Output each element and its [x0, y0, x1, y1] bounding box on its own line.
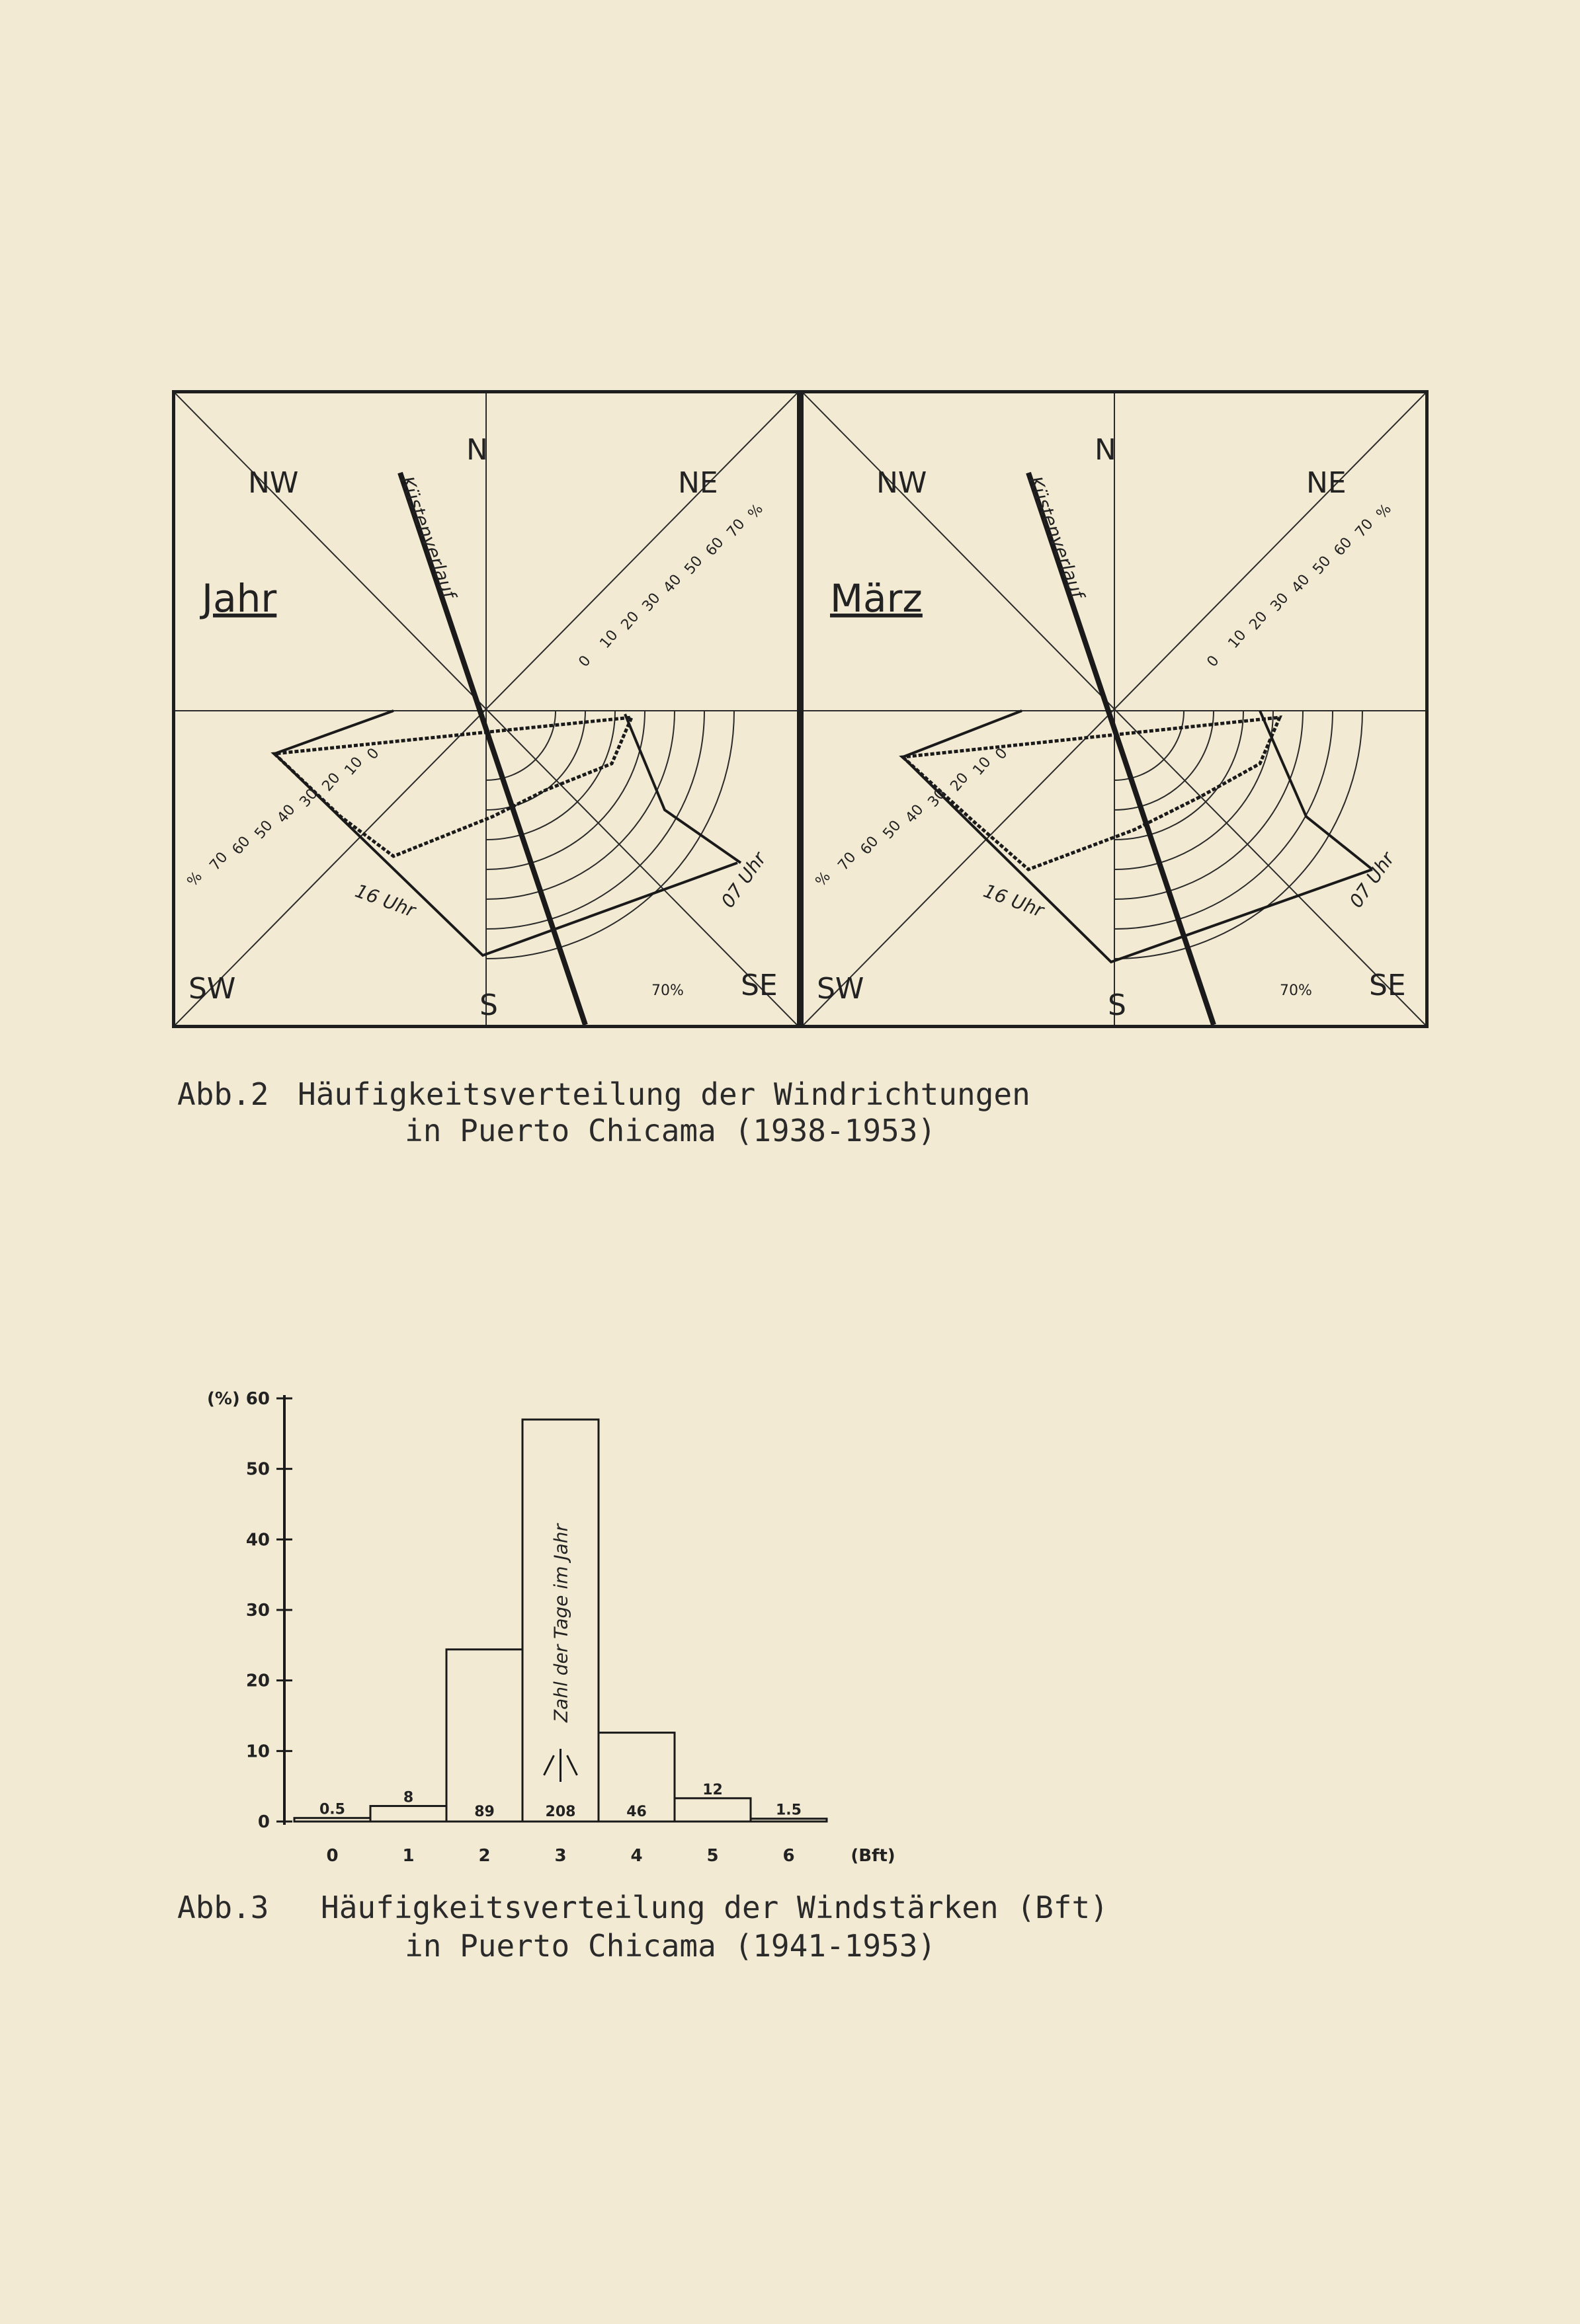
direction-label-s: S	[479, 988, 498, 1022]
ring-scale-label-ne: 20	[618, 608, 643, 633]
ring-scale-label-ne: 20	[1246, 608, 1271, 633]
ring-scale-label-ne: 40	[1288, 571, 1313, 596]
ring-scale-label-ne: 60	[1331, 534, 1356, 559]
wind-rose-maerz	[804, 393, 1425, 1025]
figure3-caption-line2: in Puerto Chicama (1941-1953)	[405, 1928, 936, 1964]
direction-label-sw: SW	[817, 972, 864, 1006]
bar-value-label: 1.5	[776, 1802, 802, 1819]
ring-scale-label-ne: 10	[597, 627, 622, 652]
direction-label-ne: NE	[678, 466, 718, 500]
ring-scale-label-ne: 50	[681, 553, 706, 578]
wind-polygon-07-uhr	[1260, 711, 1372, 869]
bar-bft-0	[294, 1818, 370, 1822]
coastline-label: Küstenverlauf	[395, 473, 460, 602]
ring-scale-label-sw: 20	[947, 770, 972, 795]
ring-scale-label-sw: 40	[902, 801, 927, 826]
ring-scale-label-ne: %	[1373, 501, 1395, 522]
ring-scale-label-sw: 70	[206, 849, 231, 874]
ring-scale-label-sw: 60	[857, 833, 882, 858]
ring-scale-label-sw: 0	[364, 745, 383, 763]
direction-label-nw: NW	[248, 466, 299, 500]
ring-scale-label-sw: 0	[992, 745, 1011, 763]
ring-scale-label-sw: 10	[970, 754, 995, 779]
bar-bft-6	[751, 1819, 827, 1822]
ring-scale-label-ne: 60	[702, 534, 728, 559]
ring-scale-label-ne: 0	[1204, 653, 1223, 670]
x-axis-unit-label: (Bft)	[851, 1846, 895, 1866]
ring-70-percent-label: 70%	[651, 982, 684, 999]
bar-value-label: 208	[545, 1804, 576, 1820]
panel-title: März	[830, 576, 923, 621]
ring-scale-label-sw: 10	[341, 754, 366, 779]
x-tick-label: 2	[478, 1846, 491, 1866]
x-tick-label: 4	[630, 1846, 643, 1866]
ring-scale-label-sw: 70	[835, 849, 860, 874]
wind-rose-panel-jahr	[172, 390, 800, 1028]
ring-scale-label-sw: 30	[925, 785, 950, 811]
x-tick-label: 3	[554, 1846, 567, 1866]
figure2-caption-line2: in Puerto Chicama (1938-1953)	[405, 1113, 936, 1148]
ring-scale-label-ne: 30	[1267, 590, 1292, 615]
bar-value-label: 0.5	[319, 1801, 345, 1818]
ring-scale-label-ne: 30	[639, 590, 664, 615]
bar-value-label: 8	[403, 1789, 414, 1806]
ring-scale-label-sw: %	[184, 868, 206, 890]
x-tick-label: 1	[402, 1846, 415, 1866]
ring-70-percent-label: 70%	[1280, 982, 1312, 999]
annotation-days-per-year: Zahl der Tage im Jahr	[550, 1523, 572, 1722]
direction-label-se: SE	[741, 969, 778, 1002]
figure3-caption-label: Abb.3	[177, 1890, 269, 1925]
y-tick-label: 20	[245, 1671, 270, 1691]
ring-scale-label-ne: 0	[575, 653, 595, 670]
direction-label-sw: SW	[188, 972, 236, 1006]
x-tick-label: 5	[706, 1846, 719, 1866]
ring-scale-label-sw: 40	[274, 801, 299, 826]
direction-label-se: SE	[1369, 969, 1406, 1002]
x-tick-label: 6	[782, 1846, 795, 1866]
label-07-uhr: 07 Uhr	[716, 848, 770, 912]
wind-rose-panel-maerz	[800, 390, 1429, 1028]
bar-bft-2	[446, 1650, 522, 1822]
ring-scale-label-sw: 30	[296, 785, 321, 811]
ring-scale-label-sw: 50	[251, 817, 276, 842]
bar-value-label: 12	[702, 1781, 723, 1798]
ring-scale-label-ne: 10	[1225, 627, 1250, 652]
ring-scale-label-sw: 60	[229, 833, 254, 858]
figure2-caption-label: Abb.2	[177, 1076, 269, 1112]
direction-label-s: S	[1108, 988, 1126, 1022]
figure2-caption-line1: Häufigkeitsverteilung der Windrichtungen	[298, 1076, 1030, 1112]
wind-force-bar-chart	[179, 1336, 906, 1878]
y-tick-label: 10	[245, 1742, 270, 1762]
ring-scale-label-ne: %	[745, 501, 767, 522]
figure3-caption-line1: Häufigkeitsverteilung der Windstärken (Bft)	[321, 1890, 1108, 1925]
coastline-label: Küstenverlauf	[1024, 473, 1089, 602]
ring-scale-label-ne: 50	[1310, 553, 1335, 578]
y-tick-label: 0	[257, 1812, 270, 1832]
x-tick-label: 0	[326, 1846, 339, 1866]
direction-label-n: N	[1095, 433, 1116, 467]
ring-scale-label-sw: 50	[880, 817, 905, 842]
wind-rose-jahr	[175, 393, 797, 1025]
label-16-uhr: 16 Uhr	[980, 879, 1047, 922]
direction-label-n: N	[466, 433, 488, 467]
direction-label-nw: NW	[876, 466, 927, 500]
ring-scale-label-sw: 20	[319, 770, 344, 795]
y-tick-label: (%) 60	[206, 1389, 270, 1409]
bar-value-label: 89	[474, 1804, 495, 1820]
direction-label-ne: NE	[1306, 466, 1347, 500]
bar-value-label: 46	[626, 1804, 647, 1820]
y-tick-label: 40	[245, 1530, 270, 1550]
y-tick-label: 50	[245, 1459, 270, 1480]
y-tick-label: 30	[245, 1601, 270, 1621]
ring-scale-label-ne: 70	[724, 516, 749, 541]
ring-scale-label-sw: %	[812, 868, 835, 890]
ring-scale-label-ne: 40	[660, 571, 685, 596]
bar-bft-5	[675, 1798, 751, 1822]
label-07-uhr: 07 Uhr	[1345, 848, 1399, 912]
panel-title: Jahr	[202, 576, 277, 621]
label-16-uhr: 16 Uhr	[352, 879, 419, 922]
bar-bft-1	[370, 1806, 446, 1822]
ring-scale-label-ne: 70	[1352, 516, 1377, 541]
